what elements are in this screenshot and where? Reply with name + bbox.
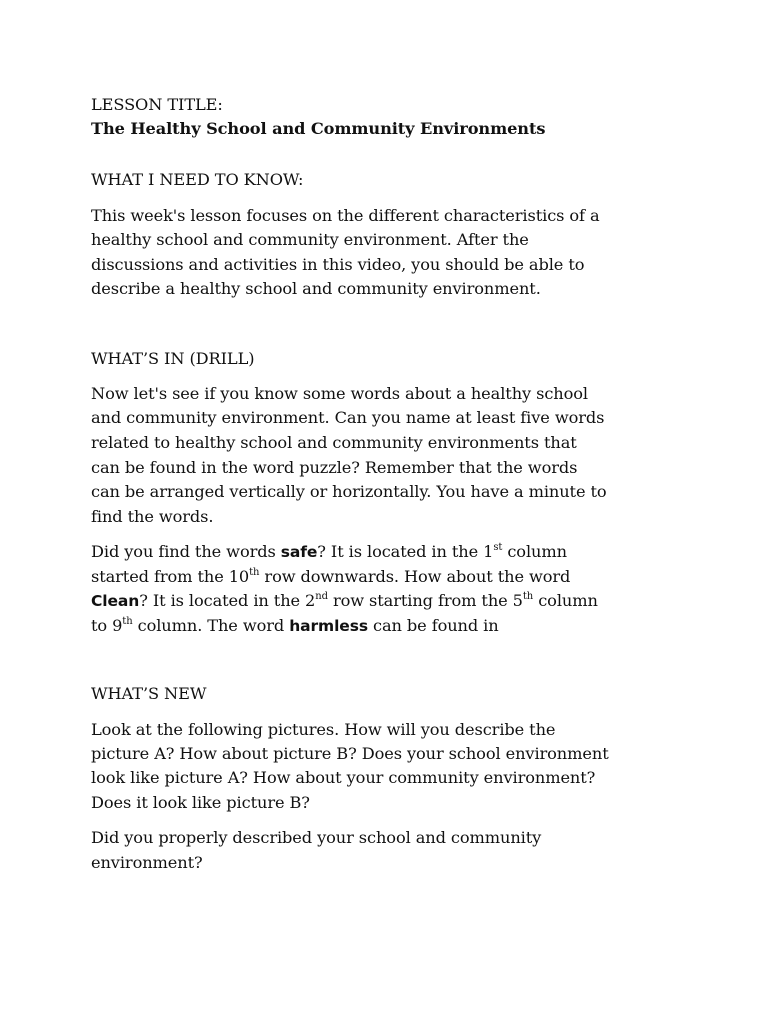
text-run: ? It is located in the 1 [317, 542, 494, 561]
paragraph-line: look like picture A? How about your community environment? [91, 768, 596, 787]
ordinal-suffix: th [122, 615, 133, 627]
text-run: Did you find the words [91, 542, 281, 561]
drill-answer-line [91, 591, 598, 611]
ordinal-suffix: st [493, 541, 503, 553]
ordinal-suffix: th [249, 566, 260, 578]
text-run: can be found in [367, 616, 499, 635]
keyword-clean: Clean [91, 592, 140, 610]
keyword-safe: safe [280, 543, 318, 561]
paragraph-line: can be arranged vertically or horizontally. You have a minute to [91, 482, 607, 501]
whats-in-heading: WHAT’S IN (DRILL) [91, 349, 255, 368]
paragraph-line: healthy school and community environment. After the [91, 230, 529, 249]
text-run: row starting from the 5 [327, 591, 523, 610]
paragraph-line: This week's lesson focuses on the different characteristics of a [91, 206, 600, 225]
text-run: started from the 10 [91, 567, 250, 586]
paragraph-line: Now let's see if you know some words about a healthy school [91, 384, 588, 403]
paragraph-line: picture A? How about picture B? Does your school environment [91, 744, 609, 763]
paragraph-line: Look at the following pictures. How will you describe the [91, 720, 556, 739]
paragraph-line: and community environment. Can you name at least five words [91, 408, 605, 427]
paragraph-line: Did you properly described your school and community [91, 828, 542, 847]
lesson-title-label: LESSON TITLE: [91, 95, 223, 114]
keyword-harmless: harmless [289, 617, 368, 635]
paragraph-line: can be found in the word puzzle? Remember that the words [91, 458, 578, 477]
ordinal-suffix: th [522, 590, 534, 602]
whats-new-heading: WHAT’S NEW [91, 684, 207, 703]
paragraph-line: describe a healthy school and community environment. [91, 279, 541, 298]
text-run: column. The word [132, 616, 290, 635]
text-run: ? It is located in the 2 [139, 591, 316, 610]
what-i-need-heading: WHAT I NEED TO KNOW: [91, 170, 304, 189]
text-run: row downwards. How about the word [259, 567, 571, 586]
paragraph-line: environment? [91, 853, 203, 872]
paragraph-line: related to healthy school and community environments that [91, 433, 577, 452]
drill-answer-line [91, 542, 567, 562]
lesson-title: The Healthy School and Community Environments [91, 119, 546, 138]
paragraph-line: discussions and activities in this video, you should be able to [91, 255, 585, 274]
text-run: to 9 [91, 616, 123, 635]
text-run: column [502, 542, 567, 561]
drill-answer-line [91, 616, 499, 636]
paragraph-line: Does it look like picture B? [91, 793, 310, 812]
text-run: column [533, 591, 598, 610]
drill-answer-line [91, 567, 570, 587]
paragraph-line: find the words. [91, 507, 214, 526]
ordinal-suffix: nd [315, 590, 328, 602]
